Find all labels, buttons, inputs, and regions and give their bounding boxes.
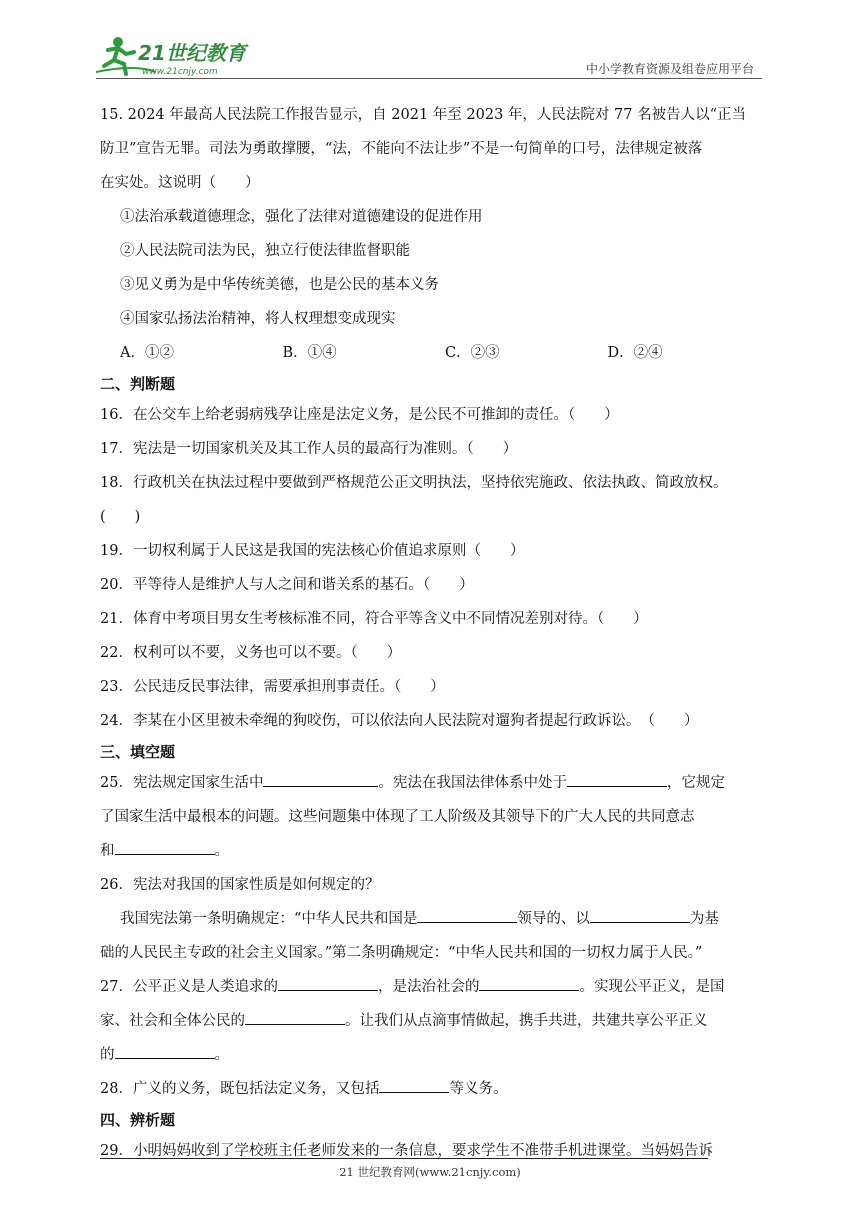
choice-c[interactable]: C．②③ (445, 345, 500, 361)
q25-line2: 了国家生活中最根本的问题。这些问题集中体现了工人阶级及其领导下的广大人民的共同意志 (100, 809, 695, 825)
blank-field[interactable] (245, 1006, 345, 1025)
judge-item: 18．行政机关在执法过程中要做到严格规范公正文明执法，坚持依宪施政、依法执政、简政放权。 (100, 475, 728, 491)
blank-field[interactable] (479, 972, 579, 991)
q26-line2: 础的人民民主专政的社会主义国家。”第二条明确规定：“中华人民共和国的一切权力属于人民。” (100, 945, 703, 961)
q25-text: 。 (214, 843, 229, 859)
q15-line3: 在实处。这说明（ ） (100, 175, 260, 191)
q15-line1: 15. 2024 年最高人民法院工作报告显示，自 2021 年至 2023 年，人民法院对 77 名被告人以“正当 (100, 107, 746, 123)
q29-line1: 29．小明妈妈收到了学校班主任老师发来的一条信息，要求学生不准带手机进课堂。当妈妈告诉 (100, 1143, 713, 1159)
judge-item: 20．平等待人是维护人与人之间和谐关系的基石。（ ） (100, 577, 474, 593)
choice-b[interactable]: B．①④ (282, 345, 337, 361)
q27-text: 。 (214, 1047, 229, 1063)
q25-line1 (100, 766, 770, 800)
section-analysis-title: 四、辨析题 (100, 1111, 176, 1129)
blank-field[interactable] (417, 904, 517, 923)
page-header (0, 0, 860, 80)
document-body (100, 98, 770, 1168)
q27-line2 (100, 1004, 770, 1038)
section-judge-title: 二、判断题 (100, 375, 176, 393)
q27-text: 。让我们从点滴事情做起，携手共进，共建共享公平正义 (345, 1013, 708, 1029)
section-fill-title: 三、填空题 (100, 743, 176, 761)
q28-text: 28．广义的义务，既包括法定义务，又包括 (100, 1081, 380, 1097)
q26-line1 (120, 902, 770, 936)
q25-text: 和 (100, 843, 115, 859)
judge-item: ( ) (100, 509, 141, 525)
q28-text: 等义务。 (449, 1081, 508, 1097)
blank-field[interactable] (567, 768, 667, 787)
platform-name: 中小学教育资源及组卷应用平台 (585, 62, 754, 76)
site-logo (96, 34, 266, 78)
blank-field[interactable] (379, 1074, 449, 1093)
blank-field[interactable] (115, 1040, 215, 1059)
blank-field[interactable] (590, 904, 690, 923)
q25-text: 25．宪法规定国家生活中 (100, 775, 264, 791)
q27-text: 。实现公平正义，是国 (579, 979, 725, 995)
q15-option-3: ③见义勇为是中华传统美德，也是公民的基本义务 (120, 277, 439, 293)
judge-item: 24．李某在小区里被未牵绳的狗咬伤，可以依法向人民法院对遛狗者提起行政诉讼。 （ ） (100, 713, 699, 729)
judge-item: 17．宪法是一切国家机关及其工作人员的最高行为准则。（ ） (100, 441, 518, 457)
q15-line2: 防卫”宣告无罪。司法为勇敢撑腰，“法，不能向不法让步”不是一句简单的口号，法律规定被落 (100, 141, 703, 157)
q15-option-1: ①法治承载道德理念，强化了法律对道德建设的促进作用 (120, 209, 483, 225)
q26-question: 26．宪法对我国的国家性质是如何规定的？ (100, 877, 380, 893)
judge-item: 21．体育中考项目男女生考核标准不同，符合平等含义中不同情况差别对待。（ ） (100, 611, 648, 627)
choice-a[interactable]: A．①② (120, 345, 174, 361)
q26-text: 我国宪法第一条明确规定：“中华人民共和国是 (120, 911, 418, 927)
judge-item: 16．在公交车上给老弱病残孕让座是法定义务，是公民不可推卸的责任。（ ） (100, 407, 619, 423)
q27-text: ，是法治社会的 (377, 979, 480, 995)
svg-text:www.21cnjy.com: www.21cnjy.com (142, 67, 218, 77)
page-footer: 21 世纪教育网(www.21cnjy.com) (339, 1165, 521, 1179)
q27-text: 27．公平正义是人类追求的 (100, 979, 278, 995)
q28-line (100, 1072, 770, 1106)
q27-text: 的 (100, 1047, 115, 1063)
blank-field[interactable] (278, 972, 378, 991)
q15-choices (120, 336, 770, 370)
q27-line3 (100, 1038, 770, 1072)
judge-item: 23．公民违反民事法律，需要承担刑事责任。（ ） (100, 679, 445, 695)
footer-divider (100, 1158, 708, 1159)
choice-d[interactable]: D．②④ (607, 345, 663, 361)
q27-line1 (100, 970, 770, 1004)
judge-item: 22．权利可以不要，义务也可以不要。（ ） (100, 645, 402, 661)
header-divider (96, 78, 762, 79)
q25-line3 (100, 834, 770, 868)
blank-field[interactable] (115, 836, 215, 855)
q15-option-2: ②人民法院司法为民，独立行使法律监督职能 (120, 243, 410, 259)
q25-text: 。宪法在我国法律体系中处于 (378, 775, 567, 791)
q25-text: ，它规定 (666, 775, 725, 791)
q26-text: 为基 (689, 911, 719, 927)
q26-text: 领导的、以 (517, 911, 590, 927)
svg-text:21世纪教育: 21世纪教育 (138, 41, 246, 65)
blank-field[interactable] (263, 768, 378, 787)
judge-item: 19．一切权利属于人民这是我国的宪法核心价值追求原则（ ） (100, 543, 525, 559)
q15-option-4: ④国家弘扬法治精神，将人权理想变成现实 (120, 311, 396, 327)
q27-text: 家、社会和全体公民的 (100, 1013, 245, 1029)
